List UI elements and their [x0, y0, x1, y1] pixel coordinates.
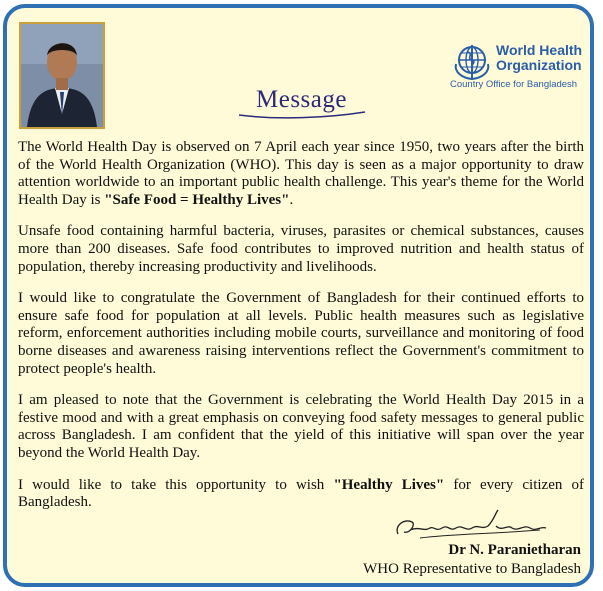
logo-line-1: World Health — [496, 42, 583, 58]
paragraph-4-text: I am pleased to note that the Government is celebrating the World Health Day 2015 in a festive mood and with a great emphasis on conveying food safety messages to general public across Bangladesh. I am confident that the yield of this initiative will span over the year beyond the World Health Day. — [18, 392, 584, 461]
page-title — [0, 86, 603, 119]
paragraph-4 — [18, 392, 584, 462]
paragraph-3-text: I would like to congratulate the Government of Bangladesh for their continued efforts to ensure safe food for population at all levels. Public health measures such as legislative reform, enforcement authorities including mobile courts, surveillance and monitoring of food borne diseases and awareness raising interventions reflect the Government's commitment to protect people's health. — [18, 290, 584, 377]
signatory-name: Dr N. Paranietharan — [448, 542, 581, 558]
heading-text: Message — [256, 86, 347, 113]
paragraph-3 — [18, 290, 584, 378]
paragraph-1-bold: "Safe Food = Healthy Lives" — [104, 191, 290, 208]
logo-line-3: Country Office for Bangladesh — [450, 79, 578, 90]
message-body — [18, 139, 584, 526]
paragraph-2-text: Unsafe food containing harmful bacteria, viruses, parasites or chemical substances, causes more than 200 diseases. Safe food contributes to improved nutrition and health status of population, thereby increasing productivity and livelihoods. — [18, 223, 584, 275]
paragraph-1-text: The World Health Day is observed on 7 April each year since 1950, two years after the birth of the World Health Organization (WHO). This day is seen as a major opportunity to draw attention worldwide to an important public health challenge. This year's theme for the World Health Day is — [18, 139, 584, 208]
paragraph-5-bold: "Healthy Lives" — [333, 476, 445, 493]
paragraph-1 — [18, 139, 584, 209]
paragraph-5 — [18, 477, 584, 512]
paragraph-2 — [18, 223, 584, 276]
paragraph-5-text: I would like to take this opportunity to wish — [18, 476, 334, 493]
handwritten-signature — [390, 508, 550, 544]
paragraph-1-tail: . — [289, 191, 294, 208]
paragraph-5-tail: for every citizen of Bangladesh. — [18, 476, 584, 511]
who-emblem-icon — [452, 42, 492, 82]
signatory-title: WHO Representative to Bangladesh — [363, 561, 581, 577]
logo-line-2: Organization — [496, 57, 582, 73]
